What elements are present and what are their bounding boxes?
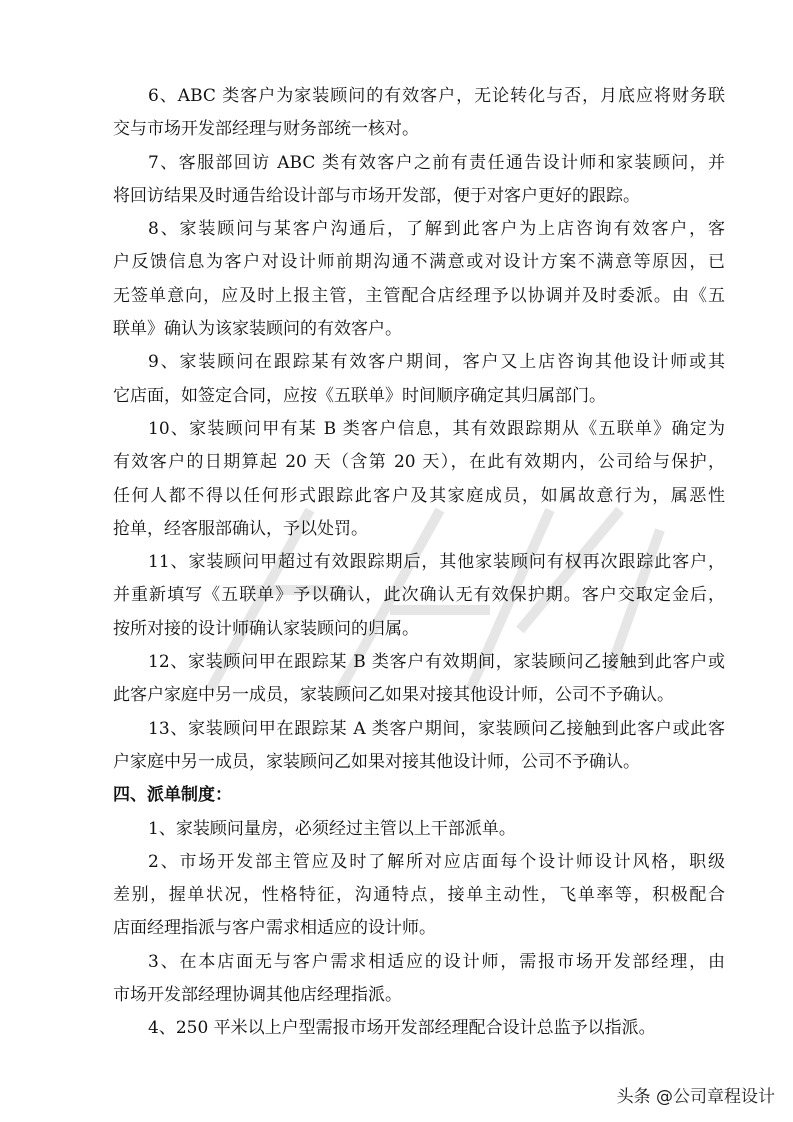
paragraph-line: 差别，握单状况，性格特征，沟通特点，接单主动性，飞单率等，积极配合	[113, 885, 725, 906]
paragraph	[113, 1012, 725, 1045]
paragraph-line: 有效客户的日期算起 20 天（含第 20 天），在此有效期内，公司给与保护，	[113, 452, 725, 473]
paragraph-line: 1、家装顾问量房，必须经过主管以上干部派单。	[148, 818, 516, 839]
paragraph-line: 12、家装顾问甲在跟踪某 B 类客户有效期间，家装顾问乙接触到此客户或	[148, 652, 725, 673]
paragraph-line: 并重新填写《五联单》予以确认，此次确认无有效保护期。客户交取定金后，	[113, 585, 725, 606]
paragraph-line: 联单》确认为该家装顾问的有效客户。	[113, 319, 402, 340]
paragraph-line: 9、家装顾问在跟踪某有效客户期间，客户又上店咨询其他设计师或其	[148, 352, 725, 373]
paragraph	[113, 413, 725, 546]
paragraph-line: 13、家装顾问甲在跟踪某 A 类客户期间，家装顾问乙接触到此客户或此客	[148, 718, 725, 739]
paragraph-line: 7、客服部回访 ABC 类有效客户之前有责任通告设计师和家装顾问，并	[148, 152, 725, 173]
paragraph-line: 户家庭中另一成员，家装顾问乙如果对接其他设计师，公司不予确认。	[113, 751, 640, 772]
paragraph-line: 任何人都不得以任何形式跟踪此客户及其家庭成员，如属故意行为，属恶性	[113, 485, 725, 506]
paragraph	[113, 346, 725, 413]
footer-attribution: 头条 @公司章程设计	[616, 1087, 775, 1107]
paragraph-line: 市场开发部经理协调其他店经理指派。	[113, 985, 402, 1006]
paragraph-line: 此客户家庭中另一成员，家装顾问乙如果对接其他设计师，公司不予确认。	[113, 685, 674, 706]
paragraph	[113, 213, 725, 346]
paragraph-line: 抢单，经客服部确认，予以处罚。	[113, 518, 368, 539]
paragraph	[113, 147, 725, 214]
paragraph-line: 交与市场开发部经理与财务部统一核对。	[113, 119, 419, 140]
paragraph-line: 无签单意向，应及时上报主管，主管配合店经理予以协调并及时委派。由《五	[113, 285, 725, 306]
paragraph-line: 4、250 平米以上户型需报市场开发部经理配合设计总监予以指派。	[148, 1018, 656, 1039]
paragraph-line: 10、家装顾问甲有某 B 类客户信息，其有效跟踪期从《五联单》确定为	[148, 418, 725, 439]
paragraph-line: 将回访结果及时通告给设计部与市场开发部，便于对客户更好的跟踪。	[113, 185, 640, 206]
paragraph	[113, 80, 725, 147]
paragraph-line: 户反馈信息为客户对设计师前期沟通不满意或对设计方案不满意等原因，已	[113, 252, 725, 273]
paragraph-line: 它店面，如签定合同，应按《五联单》时间顺序确定其归属部门。	[113, 385, 606, 406]
paragraph-line: 6、ABC 类客户为家装顾问的有效客户，无论转化与否，月底应将财务联	[148, 86, 725, 106]
paragraph-line: 店面经理指派与客户需求相适应的设计师。	[113, 918, 436, 939]
document-body	[113, 80, 725, 1046]
paragraph	[113, 813, 725, 846]
paragraph-line: 3、在本店面无与客户需求相适应的设计师，需报市场开发部经理，由	[148, 951, 725, 972]
paragraph	[113, 846, 725, 946]
paragraph-line: 按所对接的设计师确认家装顾问的归属。	[113, 618, 419, 639]
paragraph-line: 8、家装顾问与某客户沟通后，了解到此客户为上店咨询有效客户，客	[148, 219, 725, 240]
section-heading: 四、派单制度：	[113, 785, 232, 806]
paragraph	[113, 713, 725, 780]
paragraph-line: 11、家装顾问甲超过有效跟踪期后，其他家装顾问有权再次跟踪此客户，	[148, 552, 725, 573]
paragraph	[113, 546, 725, 646]
paragraph	[113, 646, 725, 713]
paragraph	[113, 946, 725, 1013]
paragraph-line: 2、市场开发部主管应及时了解所对应店面每个设计师设计风格，职级	[148, 851, 725, 872]
